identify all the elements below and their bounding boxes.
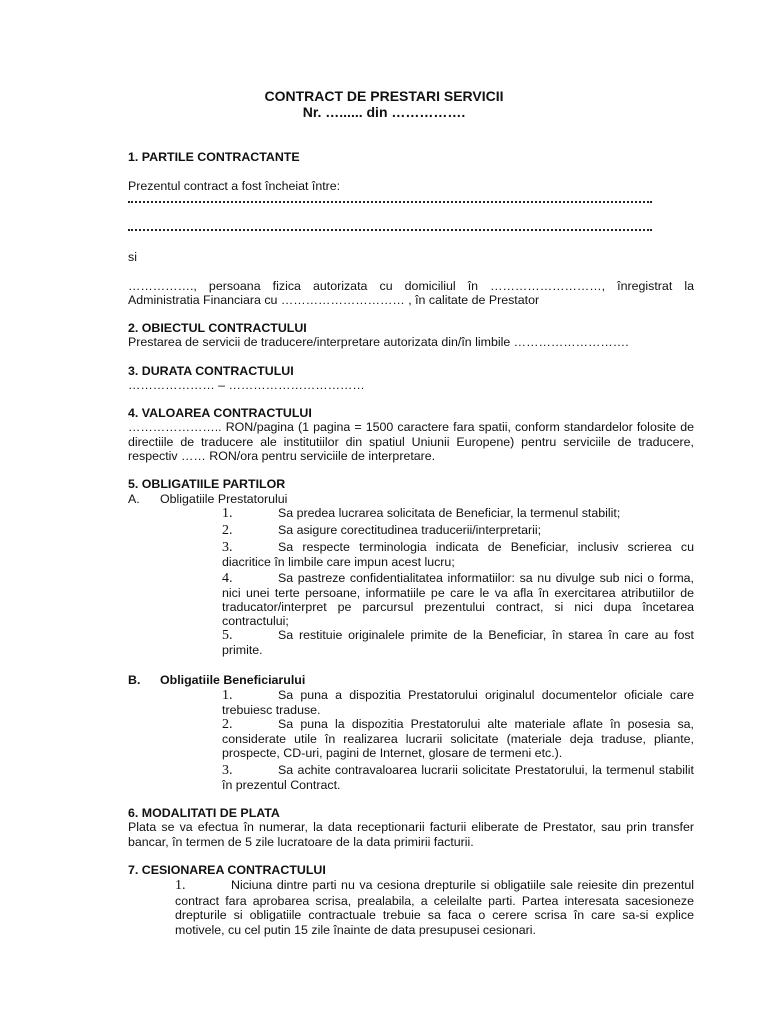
section-1-heading: 1. PARTILE CONTRACTANTE [128, 150, 300, 164]
section-5-heading: 5. OBLIGATIILE PARTILOR [128, 477, 286, 491]
beneficiar-obligation-1: 1. Sa puna a dispozitia Prestatorului originalul documentelor oficiale care trebuiesc traduse. [222, 688, 694, 717]
prestator-obligation-4: 4. Sa pastreze confidentialitatea informatiilor: sa nu divulge sub nici o forma, nici unei terte persoane, informatiile pe care le va afla în exercitarea atributiilor de traducator/interpret pe parcursul prezentului contract, si nici dupa încetarea contractului; [222, 571, 694, 628]
section-3-text: ………………… – …………………………… [128, 378, 365, 392]
subsection-a [128, 492, 287, 506]
section-1-intro: Prezentul contract a fost încheiat între: [128, 179, 341, 193]
section-4-heading: 4. VALOAREA CONTRACTULUI [128, 406, 312, 420]
prestator-obligation-2: 2. Sa asigure corectitudinea traducerii/interpretarii; [222, 523, 542, 538]
subsection-b-title: Obligatiile Beneficiarului [160, 673, 306, 687]
subsection-b-letter: B. [128, 673, 141, 687]
conjunction-si: si [128, 250, 137, 264]
section-6-text: Plata se va efectua în numerar, la data receptionarii facturii eliberate de Prestator, sau prin transfer bancar, în termen de 5 zile lucratoare de la data primirii facturii. [128, 820, 694, 849]
beneficiar-obligation-2: 2. Sa puna la dispozitia Prestatorului alte materiale aflate în posesia sa, considerate utile în realizarea lucrarii solicitate (materiale deja traduse, pliante, prospecte, CD-uri, pagini de Internet, glosare de termeni etc.). [222, 717, 694, 760]
section-6-heading: 6. MODALITATI DE PLATA [128, 806, 280, 820]
section-2-text: Prestarea de servicii de traducere/interpretare autorizata din/în limbile ………………………. [128, 335, 629, 349]
prestator-line-1: ……………., persoana fizica autorizata cu domiciliul în ………………………, înregistrat la [128, 279, 694, 293]
prestator-obligation-1: 1. Sa predea lucrarea solicitata de Beneficiar, la termenul stabilit; [222, 506, 621, 521]
section-3-heading: 3. DURATA CONTRACTULUI [128, 364, 294, 378]
prestator-obligation-5: 5. Sa restituie originalele primite de la Beneficiar, în starea în care au fost primite. [222, 628, 694, 657]
section-4-text: ………………….. RON/pagina (1 pagina = 1500 caractere fara spatii, conform standardelor folosite de directiile de traducere ale institutiilor din spatiul Uniunii Europene) pentru serviciile de traducere, respectiv …… RON/ora pentru serviciile de interpretare. [128, 420, 694, 463]
subsection-b [128, 673, 305, 687]
contract-number-line: Nr. …...... din ……………. [302, 104, 466, 120]
section-2-heading: 2. OBIECTUL CONTRACTULUI [128, 321, 307, 335]
section-7-clause-1: 1. Niciuna dintre parti nu va cesiona drepturile si obligatiile sale reiesite din prezentul contract fara aprobarea scrisa, prealabila, a celeilalte parti. Partea interesata sacesioneze drepturile si obligatiile contractuale trebuie sa faca o cerere scrisa în care sa-si explice motivele, cu cel putin 15 zile înainte de data presupusei cesionari. [175, 878, 694, 937]
document-title: CONTRACT DE PRESTARI SERVICII [264, 88, 504, 104]
party-1-blank-line [128, 201, 652, 203]
subsection-a-letter: A. [128, 492, 140, 506]
subsection-a-title: Obligatiile Prestatorului [160, 492, 288, 506]
prestator-obligation-3: 3. Sa respecte terminologia indicata de Beneficiar, inclusiv scrierea cu diacritice în limbile care impun acest lucru; [222, 540, 694, 569]
beneficiar-obligation-3: 3. Sa achite contravaloarea lucrarii solicitate Prestatorului, la termenul stabilit în prezentul Contract. [222, 763, 694, 792]
prestator-line-2: Administratia Financiara cu ………………………… , în calitate de Prestator [128, 293, 540, 307]
section-7-heading: 7. CESIONAREA CONTRACTULUI [128, 863, 326, 877]
party-1-blank-line-2 [128, 229, 652, 231]
